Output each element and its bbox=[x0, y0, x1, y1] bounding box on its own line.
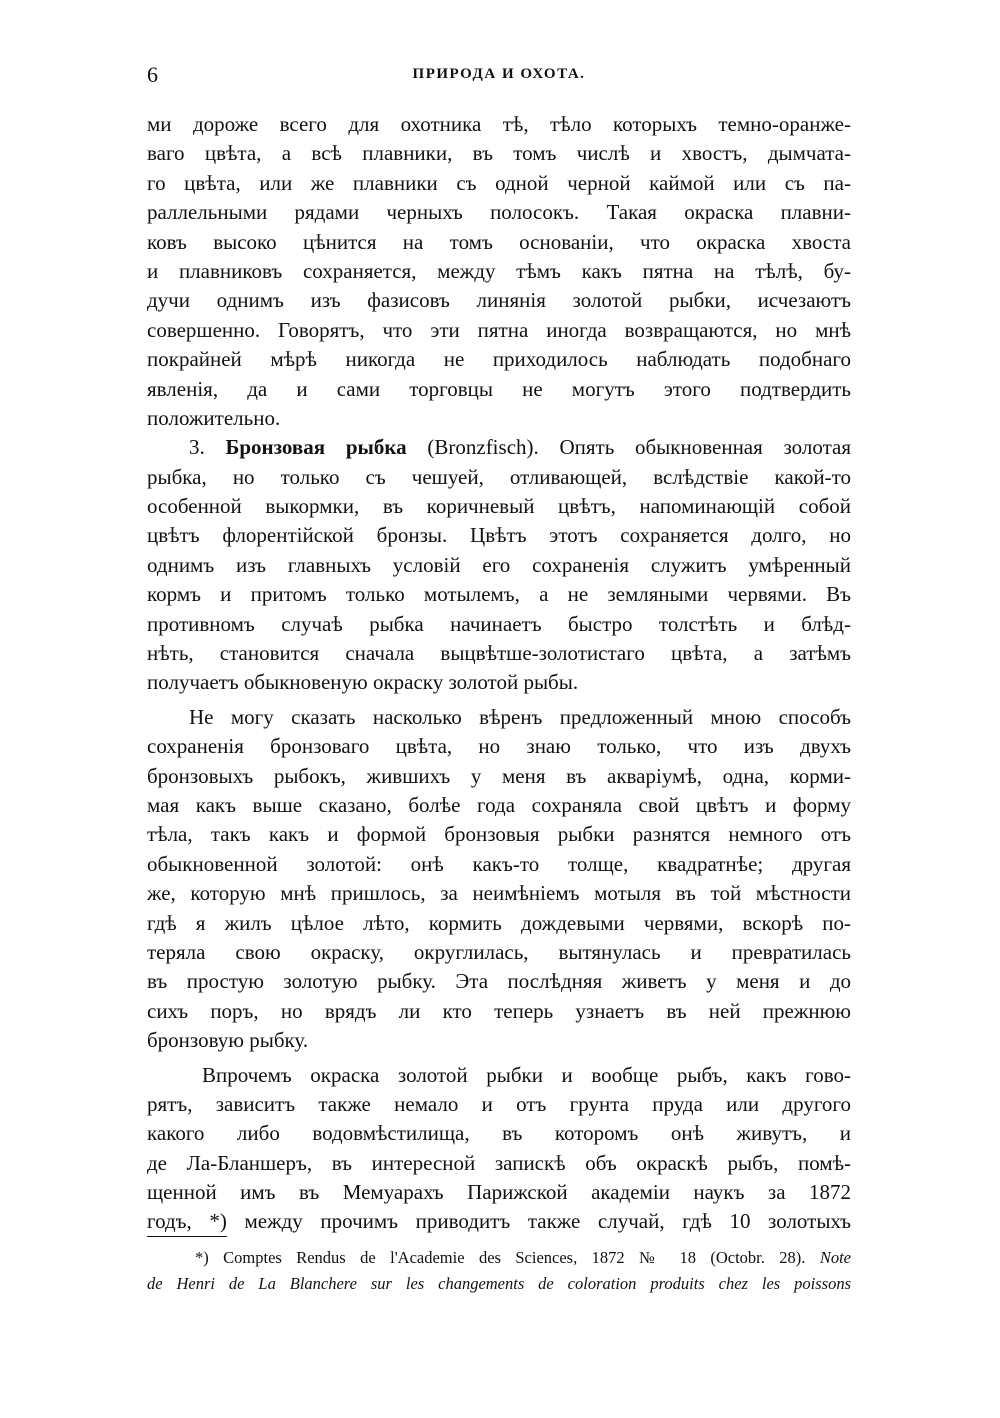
text-line: дучи однимъ изъ фазисовъ линянія золотой рыбки, исчезаютъ bbox=[147, 288, 851, 313]
running-title: ПРИРОДА И ОХОТА. bbox=[412, 66, 586, 82]
section-title: Бронзовая рыбка bbox=[225, 435, 407, 460]
footnote-line: de Henri de La Blanchere sur les changements de coloration produits chez les poissons bbox=[147, 1274, 851, 1293]
text-line: цвѣтъ флорентійской бронзы. Цвѣтъ этотъ сохраняется долго, но bbox=[147, 523, 851, 548]
footnote-citation: *) Comptes Rendus de l'Academie des Sciences, 1872 № 18 (Octobr. 28). bbox=[195, 1248, 806, 1267]
text-line: Впрочемъ окраска золотой рыбки и вообще рыбъ, какъ гово- bbox=[202, 1062, 851, 1087]
text-line: положительно. bbox=[147, 405, 281, 430]
text-line: и плавниковъ сохраняется, между тѣмъ какъ пятна на тѣлѣ, бу- bbox=[147, 258, 851, 283]
text-line: сихъ поръ, но врядъ ли кто теперь узнаетъ въ ней прежнюю bbox=[147, 998, 851, 1023]
text-line: же, которую мнѣ пришлось, за неимѣніемъ мотыля въ той мѣстности bbox=[147, 881, 851, 906]
text-line: раллельными рядами черныхъ полосокъ. Такая окраска плавни- bbox=[147, 200, 851, 225]
text-line: однимъ изъ главныхъ условій его сохраненія служитъ умѣренный bbox=[147, 552, 851, 577]
text-line: мая какъ выше сказано, болѣе года сохраняла свой цвѣтъ и форму bbox=[147, 792, 851, 817]
text-line: противномъ случаѣ рыбка начинаетъ быстро толстѣть и блѣд- bbox=[147, 611, 851, 636]
text-line: ковъ высоко цѣнится на томъ основаніи, что окраска хвоста bbox=[147, 229, 851, 254]
footnote-rule bbox=[147, 1236, 227, 1237]
body-text bbox=[147, 110, 851, 1237]
footnote-note-word: Note bbox=[819, 1248, 851, 1267]
text-line: теряла свою окраску, округлилась, вытянулась и превратилась bbox=[147, 939, 851, 964]
section-heading-rest: (Bronzfisch). Опять обыкновенная золотая bbox=[427, 435, 851, 460]
section-number: 3. bbox=[189, 435, 205, 460]
text-line: ми дороже всего для охотника тѣ, тѣло которыхъ темно-оранже- bbox=[147, 112, 851, 136]
text-line: годъ, *) между прочимъ приводитъ также случай, гдѣ 10 золотыхъ bbox=[147, 1209, 851, 1234]
text-line: сохраненія бронзоваго цвѣта, но знаю только, что изъ двухъ bbox=[147, 734, 851, 759]
page-header bbox=[147, 62, 851, 92]
section-heading-line bbox=[147, 433, 851, 462]
text-line: явленія, да и сами торговцы не могутъ этого подтвердить bbox=[147, 376, 851, 401]
footnote-line bbox=[147, 1245, 851, 1271]
text-line: покрайней мѣрѣ никогда не приходилось наблюдать подобнаго bbox=[147, 347, 851, 372]
page-number: 6 bbox=[147, 62, 158, 87]
text-line: совершенно. Говорятъ, что эти пятна иногда возвращаются, но мнѣ bbox=[147, 317, 851, 342]
text-line: нѣть, становится сначала выцвѣтше-золотистаго цвѣта, а затѣмъ bbox=[147, 641, 851, 666]
text-line: обыкновенной золотой: онѣ какъ-то толще, квадратнѣе; другая bbox=[147, 851, 851, 876]
text-line: тѣла, такъ какъ и формой бронзовыя рыбки разнятся немного отъ bbox=[147, 822, 851, 847]
text-line: въ простую золотую рыбку. Эта послѣдняя живетъ у меня и до bbox=[147, 969, 851, 994]
text-line: кормъ и притомъ только мотылемъ, а не земляными червями. Въ bbox=[147, 582, 851, 607]
text-line: го цвѣта, или же плавники съ одной черной каймой или съ па- bbox=[147, 170, 851, 195]
text-line: рыбка, но только съ чешуей, отливающей, вслѣдствіе какой-то bbox=[147, 464, 851, 489]
text-line: рятъ, зависитъ также немало и отъ грунта пруда или другого bbox=[147, 1091, 851, 1116]
text-line: какого либо водовмѣстилища, въ которомъ онѣ живутъ, и bbox=[147, 1121, 851, 1146]
text-line: де Ла-Бланшеръ, въ интересной запискѣ объ окраскѣ рыбъ, помѣ- bbox=[147, 1150, 851, 1175]
text-line: ваго цвѣта, а всѣ плавники, въ томъ числѣ и хвостъ, дымчата- bbox=[147, 141, 851, 166]
text-line: щенной имъ въ Мемуарахъ Парижской академіи наукъ за 1872 bbox=[147, 1180, 851, 1205]
text-line: гдѣ я жилъ цѣлое лѣто, кормить дождевыми червями, вскорѣ по- bbox=[147, 910, 851, 935]
text-line: бронзовую рыбку. bbox=[147, 1028, 309, 1053]
text-line: получаетъ обыкновеную окраску золотой рыбы. bbox=[147, 670, 579, 695]
text-line: бронзовыхъ рыбокъ, жившихъ у меня въ акваріумѣ, одна, корми- bbox=[147, 763, 851, 788]
text-line: особенной выкормки, въ коричневый цвѣтъ, напоминающій собой bbox=[147, 494, 851, 519]
text-line: Не могу сказать насколько вѣренъ предложенный мною способъ bbox=[189, 704, 851, 729]
footnote bbox=[147, 1245, 851, 1297]
